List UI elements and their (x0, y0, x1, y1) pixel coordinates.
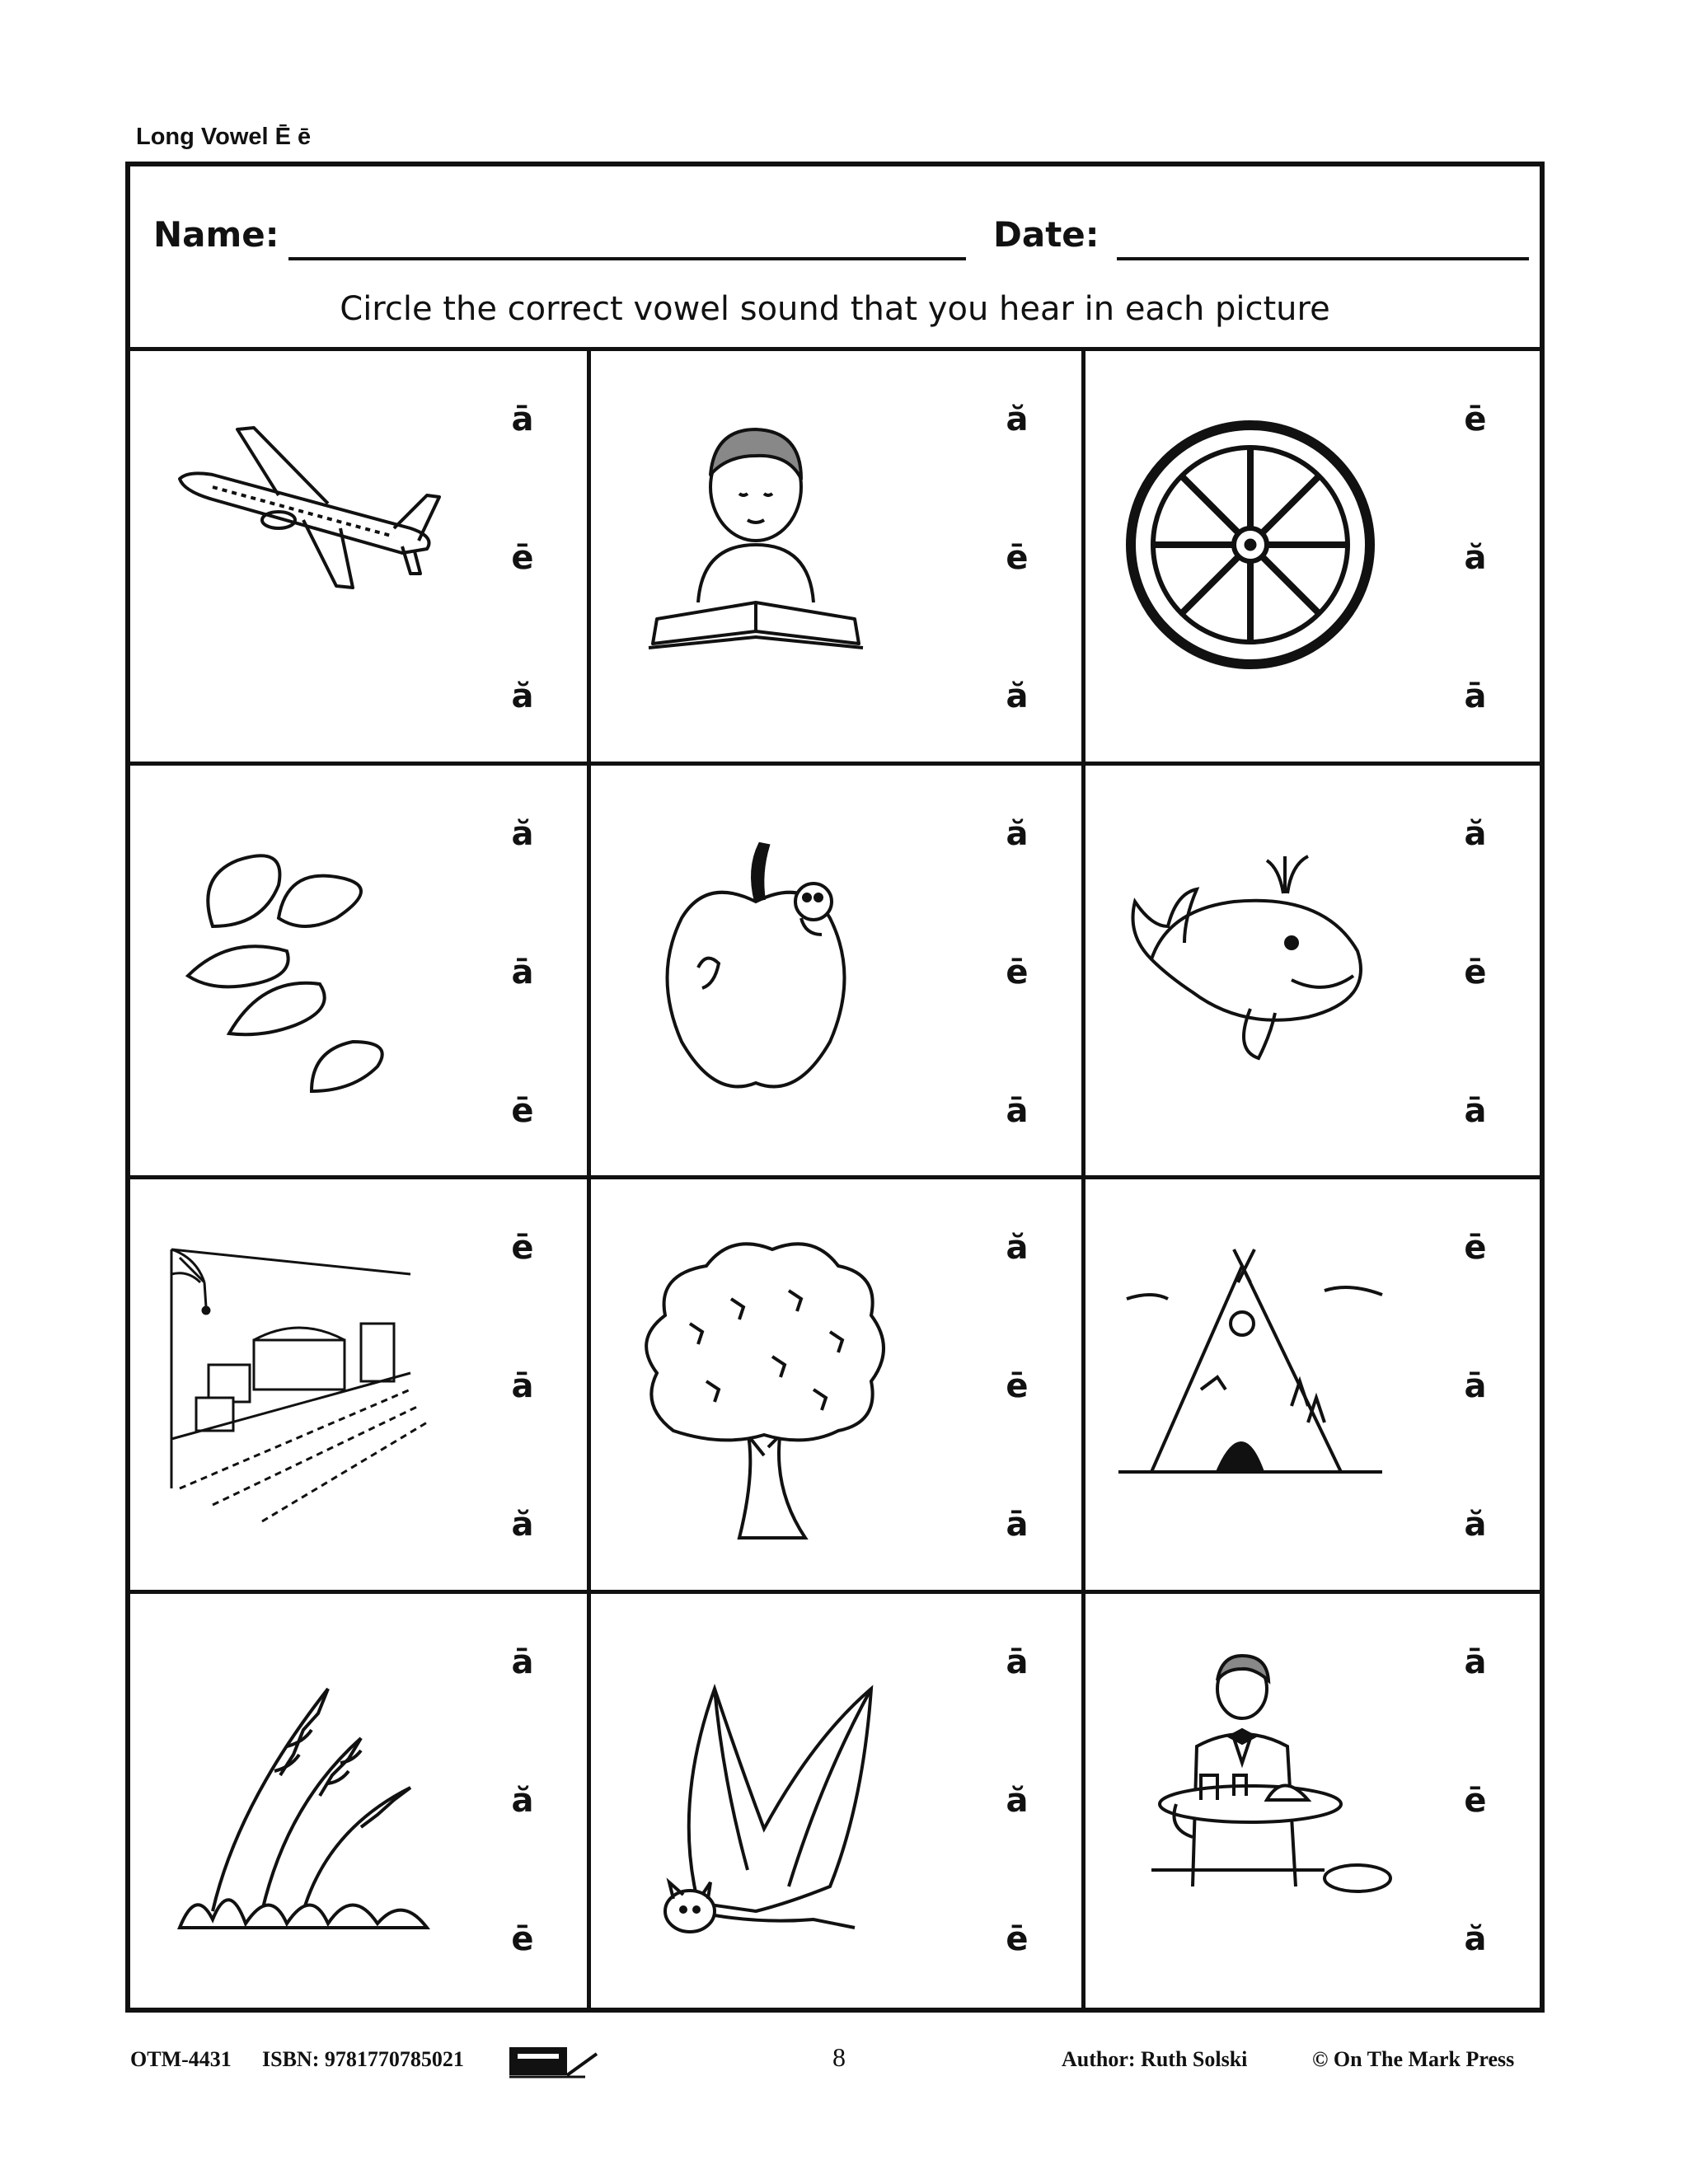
picture-cell-attic (130, 1179, 591, 1594)
picture-cell-waiter (1085, 1594, 1540, 2008)
vowel-option[interactable]: ă (1464, 539, 1487, 577)
vowel-option[interactable]: ā (511, 401, 534, 438)
vowel-option[interactable]: ā (511, 1367, 534, 1405)
bat-icon (624, 1639, 921, 1969)
worksheet-header (130, 166, 1540, 351)
teepee-icon (1118, 1225, 1415, 1554)
publisher: © On The Mark Press (1312, 2047, 1515, 2071)
vowel-option[interactable]: ă (1464, 1919, 1487, 1958)
product-code: OTM-4431 (130, 2047, 232, 2071)
vowel-option[interactable]: ē (1464, 1781, 1487, 1820)
vowel-option[interactable]: ē (511, 539, 534, 577)
vowel-option[interactable]: ā (1464, 1091, 1487, 1130)
vowel-option[interactable]: ă (1006, 677, 1029, 715)
picture-cell-airplane (130, 351, 591, 766)
vowel-option[interactable]: ă (1006, 401, 1029, 438)
vowel-option[interactable]: ă (511, 677, 534, 715)
author: Author: Ruth Solski (1062, 2047, 1248, 2071)
vowel-option[interactable]: ē (1006, 539, 1029, 577)
vowel-option[interactable]: ē (1006, 1919, 1029, 1958)
vowel-option[interactable]: ā (1006, 1643, 1029, 1681)
worksheet-topic: Long Vowel Ē ē (136, 124, 312, 150)
vowel-option[interactable]: ē (1464, 1229, 1487, 1267)
vowel-option[interactable]: ă (1006, 1781, 1029, 1820)
press-logo-icon (506, 2037, 605, 2080)
date-label: Date: (993, 214, 1100, 255)
boy-reading-icon (624, 396, 921, 726)
picture-cell-teepee (1085, 1179, 1540, 1594)
vowel-option[interactable]: ā (1464, 1643, 1487, 1681)
vowel-option[interactable]: ă (1006, 1229, 1029, 1267)
seeds-icon (163, 811, 460, 1141)
vowel-option[interactable]: ē (1006, 953, 1029, 991)
vowel-option[interactable]: ē (511, 1091, 534, 1130)
vowel-option[interactable]: ă (1464, 814, 1487, 853)
picture-grid (130, 351, 1540, 2008)
wheat-icon (163, 1639, 460, 1969)
vowel-option[interactable]: ē (511, 1229, 534, 1267)
apple-icon (624, 811, 921, 1141)
attic-icon (163, 1225, 460, 1554)
picture-cell-apple (591, 766, 1085, 1180)
instructions: Circle the correct vowel sound that you hear in each picture (340, 290, 1330, 328)
airplane-icon (163, 396, 460, 726)
name-label: Name: (153, 214, 279, 255)
vowel-option[interactable]: ē (1464, 401, 1487, 438)
name-field[interactable] (288, 257, 966, 260)
picture-cell-seeds (130, 766, 591, 1180)
vowel-option[interactable]: ē (1006, 1367, 1029, 1405)
vowel-option[interactable]: ā (1006, 1506, 1029, 1544)
page-footer (0, 2042, 1688, 2080)
vowel-option[interactable]: ē (511, 1919, 534, 1958)
vowel-option[interactable]: ā (511, 1643, 534, 1681)
vowel-option[interactable]: ă (511, 814, 534, 853)
vowel-option[interactable]: ă (511, 1506, 534, 1544)
page-number: 8 (832, 2042, 846, 2072)
tree-icon (624, 1225, 921, 1554)
picture-cell-wheat (130, 1594, 591, 2008)
isbn: ISBN: 9781770785021 (262, 2047, 464, 2071)
vowel-option[interactable]: ă (511, 1781, 534, 1820)
picture-cell-whale (1085, 766, 1540, 1180)
vowel-option[interactable]: ă (1006, 814, 1029, 853)
picture-cell-tree (591, 1179, 1085, 1594)
vowel-option[interactable]: ā (511, 953, 534, 991)
picture-cell-bat (591, 1594, 1085, 2008)
vowel-option[interactable]: ă (1464, 1506, 1487, 1544)
vowel-option[interactable]: ā (1464, 1367, 1487, 1405)
picture-cell-boy-reading (591, 351, 1085, 766)
wheel-icon (1118, 396, 1415, 726)
vowel-option[interactable]: ē (1464, 953, 1487, 991)
worksheet-frame (125, 162, 1545, 2013)
vowel-option[interactable]: ā (1006, 1091, 1029, 1130)
vowel-option[interactable]: ā (1464, 677, 1487, 715)
picture-cell-wheel (1085, 351, 1540, 766)
date-field[interactable] (1117, 257, 1529, 260)
whale-icon (1118, 811, 1415, 1141)
waiter-icon (1118, 1639, 1415, 1969)
